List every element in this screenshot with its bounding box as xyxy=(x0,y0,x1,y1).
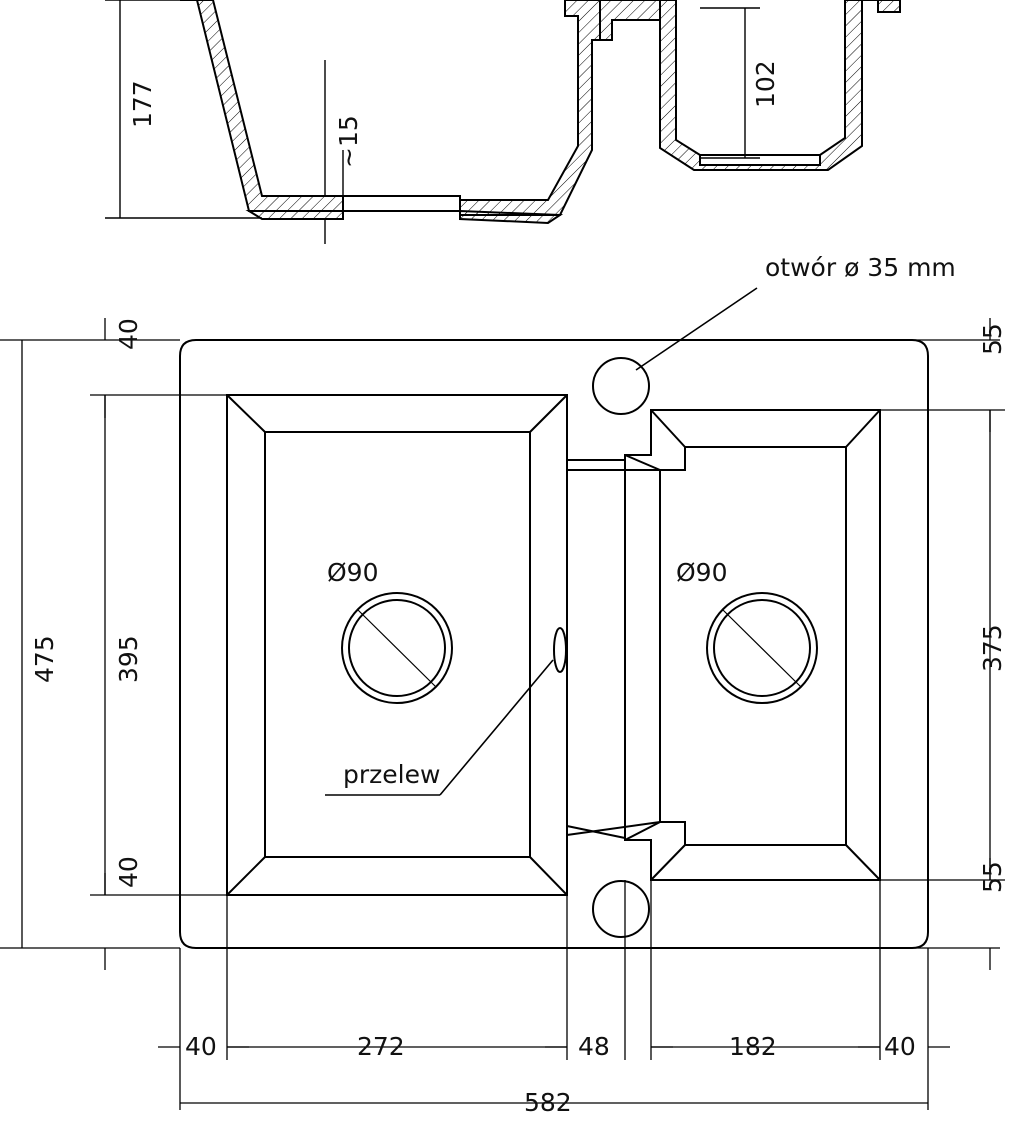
annotation-overflow: przelew xyxy=(343,760,441,789)
dim-55-bottom-right: 55 xyxy=(978,861,1007,893)
dim-182: 182 xyxy=(729,1032,777,1061)
annotation-tap-hole: otwór ø 35 mm xyxy=(765,253,956,282)
dim-40-right-bottom: 40 xyxy=(884,1032,916,1061)
dim-102: 102 xyxy=(751,60,780,108)
dim-475: 475 xyxy=(30,635,59,683)
top-view-callouts xyxy=(325,288,757,795)
dim-40-bottom-left: 40 xyxy=(114,856,143,888)
dim-15: ~15 xyxy=(334,115,363,168)
dim-40-top-left: 40 xyxy=(114,318,143,350)
dim-177: 177 xyxy=(128,80,157,128)
dim-272: 272 xyxy=(357,1032,405,1061)
dim-40-left-bottom: 40 xyxy=(185,1032,217,1061)
dim-55-top-right: 55 xyxy=(978,323,1007,355)
dim-drain-small: Ø90 xyxy=(676,558,728,587)
dim-395: 395 xyxy=(114,635,143,683)
dim-drain-main: Ø90 xyxy=(327,558,379,587)
dim-375: 375 xyxy=(978,624,1007,672)
dim-582: 582 xyxy=(524,1088,572,1117)
top-view-geometry xyxy=(180,340,928,948)
section-view-geometry xyxy=(180,0,900,223)
dim-48: 48 xyxy=(578,1032,610,1061)
